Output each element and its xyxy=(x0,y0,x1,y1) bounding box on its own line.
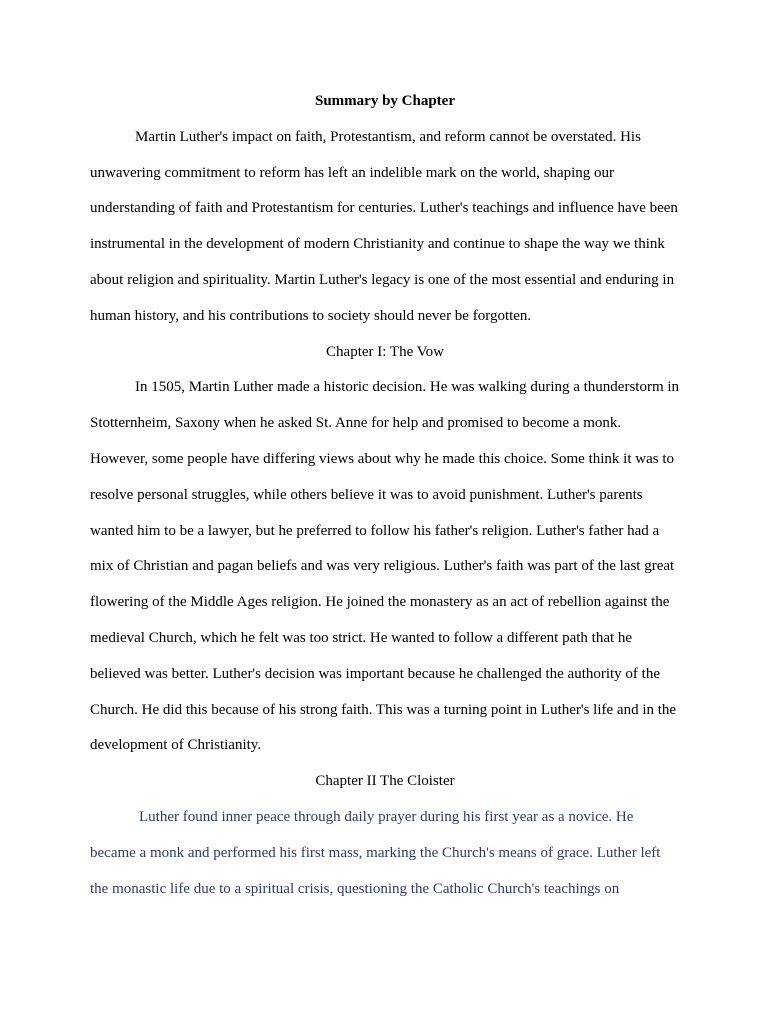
chapter-1-heading: Chapter I: The Vow xyxy=(326,343,444,360)
chapter-2-paragraph: Luther found inner peace through daily prayer during his first year as a novice. He became a monk and performed his first mass, marking the Church's means of grace. Luther left the monastic life due to a spiritual crisis, questioning the Catholic Church's teachings on xyxy=(90,808,661,897)
document-page xyxy=(90,84,680,907)
intro-paragraph: Martin Luther's impact on faith, Protestantism, and reform cannot be overstated. His unwavering commitment to reform has left an indelible mark on the world, shaping our understanding of faith and Protestantism for centuries. Luther's teachings and influence have been instrumental in the development of modern Christianity and continue to shape the way we think about religion and spirituality. Martin Luther's legacy is one of the most essential and enduring in human history, and his contributions to society should never be forgotten. xyxy=(90,128,678,324)
chapter-2-heading: Chapter II The Cloister xyxy=(315,773,455,790)
document-title: Summary by Chapter xyxy=(314,93,455,109)
chapter-1-paragraph: In 1505, Martin Luther made a historic decision. He was walking during a thunderstorm in Stotternheim, Saxony when he asked St. Anne for help and promised to become a monk. However, some people have differing views about why he made this choice. Some think it was to resolve personal struggles, while others believe it was to avoid punishment. Luther's parents wanted him to be a lawyer, but he preferred to follow his father's religion. Luther's father had a mix of Christian and pagan beliefs and was very religious. Luther's faith was part of the last great flowering of the Middle Ages religion. He joined the monastery as an act of rebellion against the medieval Church, which he felt was too strict. He wanted to follow a different path that he believed was better. Luther's decision was important because he challenged the authority of the Church. He did this because of his strong faith. This was a turning point in Luther's life and in the development of Christianity. xyxy=(90,379,680,754)
